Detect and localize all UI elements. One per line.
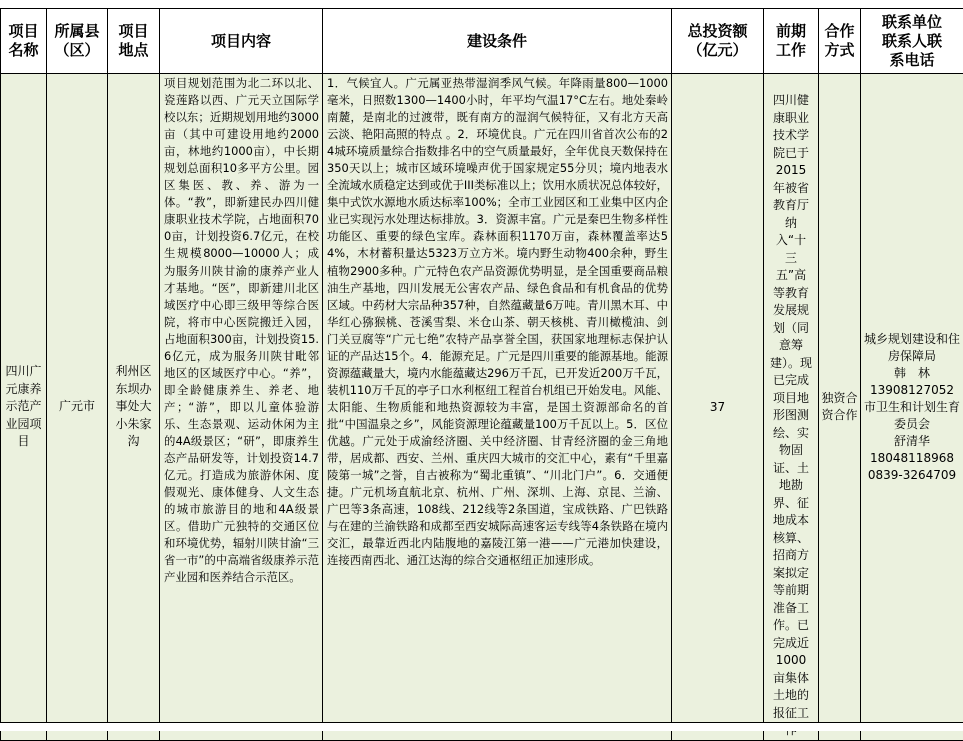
project-row [1,74,963,741]
contact-phone-2: 18048118968 [863,450,961,467]
col-header-county: 所属县（区） [47,9,108,74]
cell-coop-mode: 独资合资合作 [819,74,861,741]
cell-project-name: 四川广元康养示范产业园项目 [1,74,47,741]
cell-project-content: 项目规划范围为北二环以北、瓷莲路以西、广元天立国际学校以东；近期规划用地约3000亩（其中可建设用地约2000亩，林地约1000亩），中长期规划总面积10多平方公里。园区集医、教、养、游为一体。“教”，即新建民办四川健康职业技术学院，占地面积700亩，计划投资6.7亿元，在校生规模8000—10000人；成为服务川陕甘渝的康养产业人才基地。“医”，即新建川北区域医疗中心即三级甲等综合医院，将市中心医院搬迁入园，占地面积300亩，计划投资15.6亿元，成为服务川陕甘毗邻地区的区域医疗中心。“养”，即全龄健康养生、养老、地产；“游”，即以儿童体验游乐、生态景观、运动休闲为主的4A级景区；“研”，即康养生态产品研发等，计划投资14.7亿元。打造成为旅游休闲、度假观光、康体健身、人文生态的城市旅游目的地和4A级景区。借助广元独特的交通区位和环境优势，辐射川陕甘渝“三省一市”的中高端省级康养示范产业园和医养结合示范区。 [160,74,323,741]
contact-person-1: 韩 林 [863,365,961,382]
cell-county: 广元市 [47,74,108,741]
col-header-coop: 合作方式 [819,9,861,74]
cell-investment: 37 [672,74,764,741]
contact-phone-1: 13908127052 [863,382,961,399]
cell-contact [861,74,963,741]
cell-prep-work: 四川健康职业技术学院已于2015年被省教育厅纳入“十三五”高等教育发展规划（同意筹建）。现已完成项目地形图测绘、实物固证、土地勘界、征地成本核算、招商方案拟定等前期准备工作。已完成近1000亩集体土地的报征工 [764,74,819,741]
col-header-location: 项目地点 [108,9,160,74]
contact-person-2: 舒清华 [863,433,961,450]
col-header-contact: 联系单位联系人联系电话 [861,9,963,74]
col-header-investment: 总投资额（亿元） [672,9,764,74]
col-header-name: 项目名称 [1,9,47,74]
project-table [0,8,963,741]
col-header-prep: 前期工作 [764,9,819,74]
col-header-content: 项目内容 [160,9,323,74]
col-header-conditions: 建设条件 [323,9,672,74]
header-row [1,9,963,74]
cell-conditions: 1．气候宜人。广元属亚热带湿润季风气候。年降雨量800—1000毫米，日照数1300—1400小时，年平均气温17°C左右。地处秦岭南麓，是南北的过渡带，既有南方的湿润气候特征，又有北方天高云淡、艳阳高照的特点 。2．环境优良。广元在四川省首次公布的24城环境质量综合指数排名中的空气质量最好，全年优良天数保持在350天以上；城市区域环境噪声优于国家规定55分贝；境内地表水全流域水质稳定达到或优于III类标准以上；饮用水质状况总体较好，集中式饮水源地水质达标率100%；全市工业园区和工业集中区内企业已实现污水处理达标排放。3．资源丰富。广元是秦巴生物多样性功能区、重要的绿色宝库。森林面积1170万亩，森林覆盖率达54%，木材蓄积量达5323万立方米。境内野生动物400余种，野生植物2900多种。广元特色农产品资源优势明显，是全国重要商品粮油生产基地，四川发展无公害农产品、绿色食品和有机食品的优势区域。中药材大宗品种357种，自然蕴藏量6万吨。青川黑木耳、中华红心猕猴桃、苍溪雪梨、米仓山茶、朝天核桃、青川橄榄油、剑门关豆腐等“广元七绝”农特产品享誉全国，获国家地理标志保护认证的产品达15个。4．能源充足。广元是四川重要的能源基地。能源资源蕴藏量大，境内水能蕴藏达296万千瓦，已开发近200万千瓦，装机110万千瓦的亭子口水利枢纽工程首台机组已开始发电。风能、太阳能、生物质能和地热资源较为丰富，是国土资源部命名的首批“中国温泉之乡”，风能资源理论蕴藏量100万千瓦以上。5．区位优越。广元处于成渝经济圈、关中经济圈、甘青经济圈的金三角地带，居成都、西安、兰州、重庆四大城市的交汇中心，素有“千里嘉陵第一城”之誉，自古被称为“蜀北重镇”、“川北门户”。6．交通便捷。广元机场直航北京、杭州、广州、深圳、上海、京昆、兰渝、广巴等3条高速，108线、212线等2条国道，宝成铁路、广巴铁路与在建的兰渝铁路和成都至西安城际高速客运专线等4条铁路在境内交汇，最靠近西北内陆腹地的嘉陵江第一港——广元港加快建设，连接西南西北、通江达海的综合交通枢纽正加速形成。 [323,74,672,741]
contact-phone-3: 0839-3264709 [863,467,961,484]
contact-unit-1: 城乡规划建设和住房保障局 [863,331,961,365]
contact-unit-2: 市卫生和计划生育委员会 [863,399,961,433]
cell-location: 利州区东坝办事处大小朱家沟 [108,74,160,741]
